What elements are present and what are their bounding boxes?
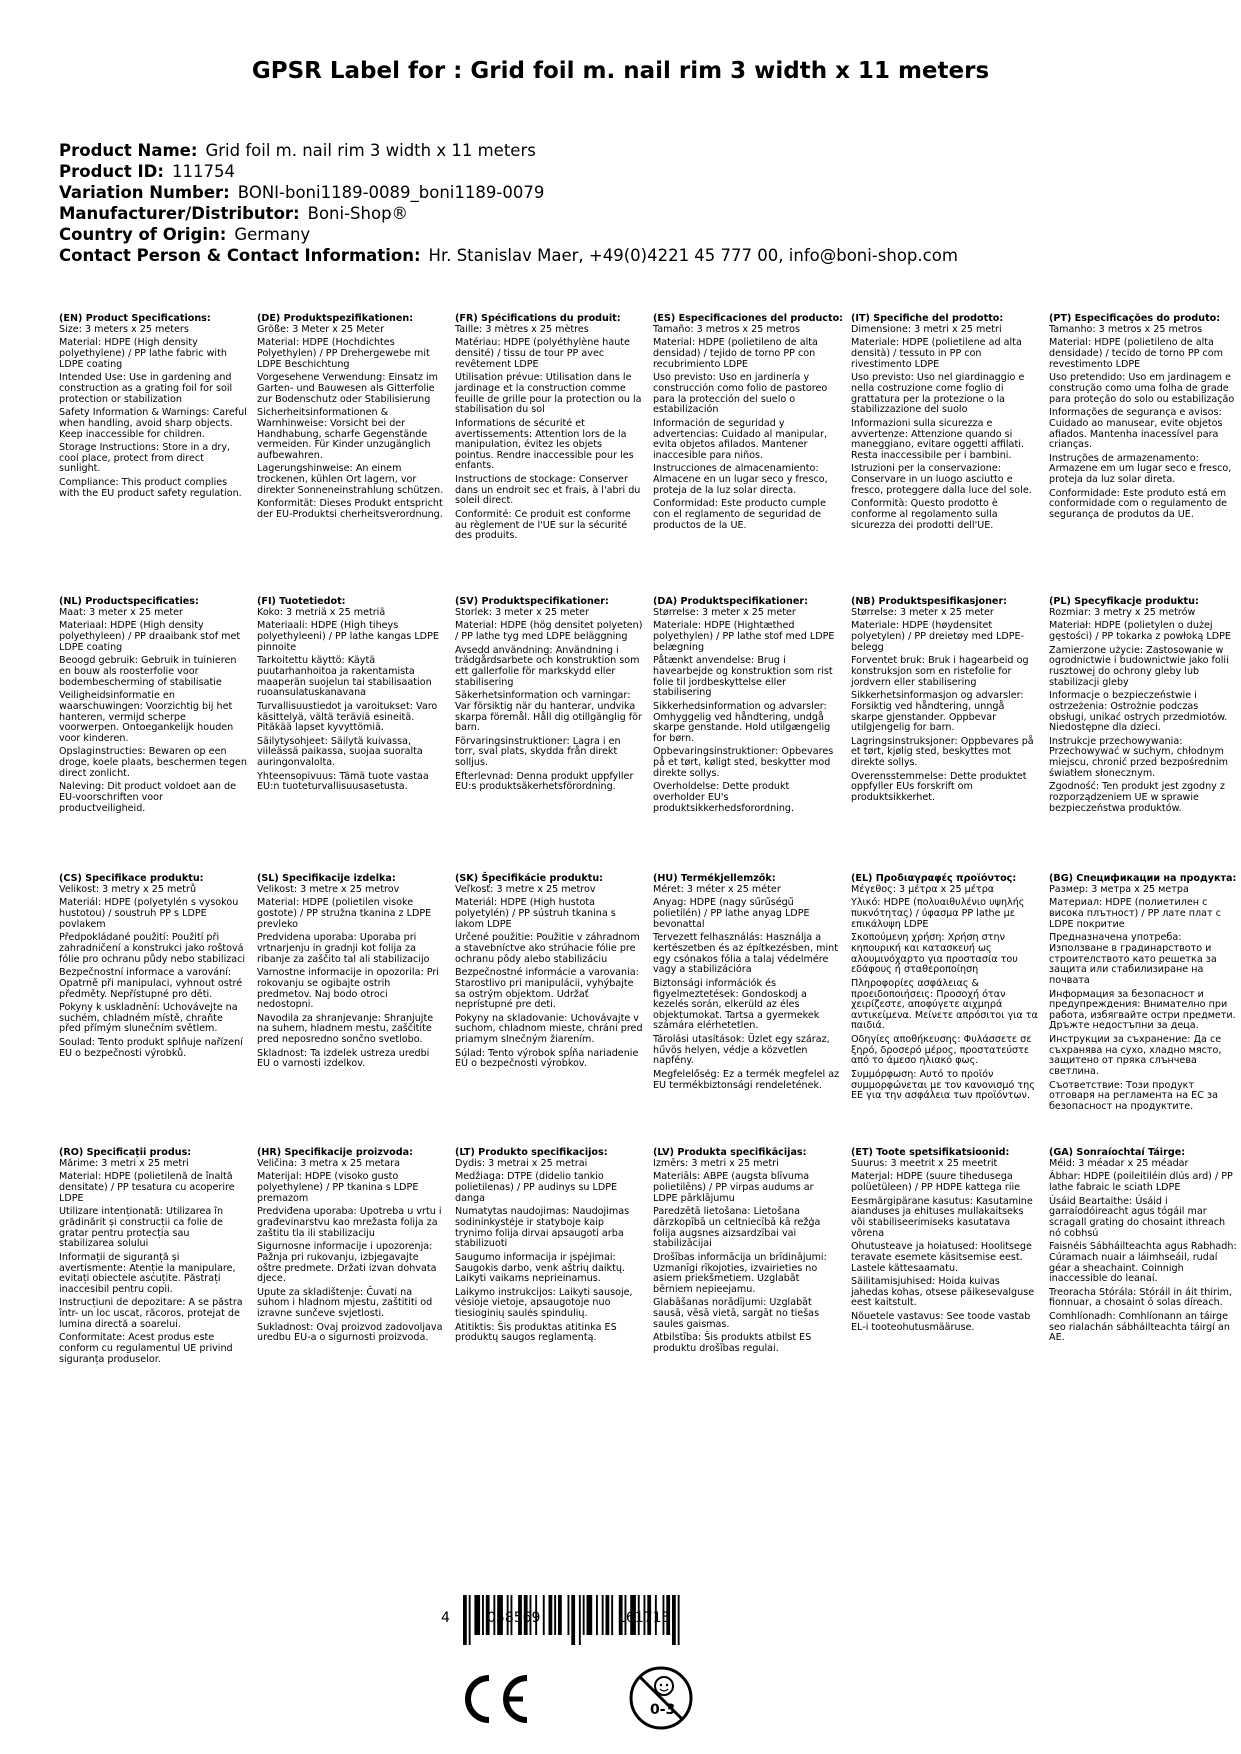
spec-heading: (FI) Tuotetiedot: [257, 596, 346, 607]
spec-paragraph: Yhteensopivuus: Tämä tuote vastaa EU:n tuoteturvallisuusasetusta. [257, 770, 429, 793]
barcode-bar [554, 1595, 556, 1635]
spec-paragraph: Matériau: HDPE (polyéthylène haute densité) / tissu de tour PP avec revêtement LDPE [455, 337, 630, 370]
spec-block [257, 1148, 445, 1347]
spec-paragraph: Πληροφορίες ασφάλειας & προειδοποιήσεις: Προσοχή όταν χειρίζεστε, αποφύγετε αιχμηρά αντικείμενα. Μείνετε απρόσιτοι για τα παιδιά. [851, 977, 1038, 1032]
spec-paragraph: Materiale: HDPE (høydensitet polyetylen) / PP dreietøy med LDPE-belegg [851, 620, 1025, 653]
spec-paragraph: Méret: 3 méter x 25 méter [653, 883, 781, 895]
spec-paragraph: Faisnéis Sábháilteachta agus Rabhadh: Cúramach nuair a láimhseáil, rudaí géar a sheachaint. Coinnigh inaccessible do leanaí. [1049, 1241, 1237, 1285]
spec-paragraph: Eesmärgipärane kasutus: Kasutamine aianduses ja ehituses mullakaitseks või stabiliseerimiseks kasutatava võrena [851, 1195, 1033, 1239]
barcode-bar [587, 1595, 593, 1635]
spec-block [257, 314, 445, 524]
spec-paragraph: Sigurnosne informacije i upozorenja: Pažnja pri rukovanju, izbjegavajte oštre predmete. Držati izvan dohvata djece. [257, 1241, 437, 1285]
spec-paragraph: Conformità: Questo prodotto è conforme al regolamento sulla sicurezza dei prodotti dell'UE. [851, 498, 998, 531]
spec-heading: (BG) Спецификации на продукта: [1049, 873, 1237, 884]
barcode-bar [611, 1595, 613, 1635]
spec-paragraph: Conformité: Ce produit est conforme au règlement de l'UE sur la sécurité des produits. [455, 509, 631, 542]
spec-paragraph: Izmērs: 3 metri x 25 metri [653, 1157, 779, 1169]
spec-paragraph: Υλικό: HDPE (πολυαιθυλένιο υψηλής πυκνότητας) / ύφασμα PP lathe με επικάλυψη LDPE [851, 897, 1025, 930]
spec-paragraph: Paredzētā lietošana: Lietošana dārzkopībā un celtniecībā kā režģa folija augsnes aizsardzībai vai stabilizācijai [653, 1206, 821, 1250]
spec-paragraph: Μέγεθος: 3 μέτρα x 25 μέτρα [851, 883, 995, 895]
spec-heading: (IT) Specifiche del prodotto: [851, 313, 1004, 324]
spec-paragraph: Opbevaringsinstruktioner: Opbevares på et tørt, køligt sted, beskytter mod direkte sollys. [653, 746, 834, 779]
spec-paragraph: Materiál: HDPE (polyetylén s vysokou hustotou) / soustruh PP s LDPE povlakem [59, 897, 239, 930]
spec-block [455, 314, 643, 545]
spec-block [59, 597, 247, 817]
spec-paragraph: Glabāšanas norādījumi: Uzglabāt sausā, vēsā vietā, sargāt no tiešas saules gaismas. [653, 1297, 820, 1330]
spec-heading: (PT) Especificações do produto: [1049, 313, 1221, 324]
spec-heading: (ES) Especificaciones del producto: [653, 313, 844, 324]
spec-paragraph: Pokyny k uskladnění: Uchovávejte na suchém, chladném místě, chraňte před přímým slunečním světlem. [59, 1002, 238, 1035]
spec-block [455, 1148, 643, 1347]
spec-paragraph: Συμμόρφωση: Αυτό το προϊόν συμμορφώνεται με τον κανονισμό της ΕΕ για την ασφάλεια των προϊόντων. [851, 1069, 1035, 1102]
spec-paragraph: Σκοπούμενη χρήση: Χρήση στην κηπουρική και κατασκευή ως αλουμινόχαρτο για προστασία του εδάφους ή σταθεροποίηση [851, 932, 1018, 976]
spec-paragraph: Atitiktis: Šis produktas atitinka ES produktų saugos reglamentą. [455, 1321, 617, 1344]
spec-paragraph: Informații de siguranță și avertismente: Atenție la manipulare, evitați obiectele ascuțite. Păstrați inaccesibil pentru copii. [59, 1251, 236, 1295]
spec-block [1049, 874, 1237, 1116]
barcode-bar [606, 1595, 610, 1635]
spec-paragraph: Material: HDPE (polietilenă de înaltă densitate) / PP tesatura cu acoperire LDPE [59, 1171, 235, 1204]
spec-paragraph: Conformitate: Acest produs este conform cu regulamentul UE privind siguranța produselor. [59, 1332, 233, 1365]
spec-paragraph: Tamanho: 3 metros x 25 metros [1049, 323, 1203, 335]
spec-block [653, 313, 844, 534]
age-warning-text: 0-3 [650, 1702, 676, 1718]
spec-block [653, 874, 841, 1094]
spec-paragraph: Comhlíonadh: Comhlíonann an táirge seo rialachán sábháilteachta táirgí an AE. [1049, 1311, 1230, 1344]
spec-block [59, 314, 247, 503]
spec-paragraph: Säilytysohjeet: Säilytä kuivassa, viileässä paikassa, suojaa suoralta auringonvalolta. [257, 735, 423, 769]
spec-paragraph: Informações de segurança e avisos: Cuidado ao manusear, evite objetos afiados. Mantenha inacessível para crianças. [1049, 407, 1223, 451]
info-row [59, 140, 958, 161]
spec-paragraph: Zamierzone użycie: Zastosowanie w ogrodnictwie i budownictwie jako folii rusztowej do ochrony gleby lub stabilizacji gleby [1049, 644, 1229, 688]
barcode-digits-left: 058569 [487, 1610, 541, 1626]
spec-block [1049, 597, 1237, 817]
spec-paragraph: Bezpečnostní informace a varování: Opatrně při manipulaci, vyhnout ostré předměty. Nepřístupné pro děti. [59, 967, 243, 1000]
spec-paragraph: Varnostne informacije in opozorila: Pri rokovanju se ogibajte ostrih predmetov. Naj bodo otroci nedostopni. [257, 967, 439, 1011]
spec-paragraph: Efterlevnad: Denna produkt uppfyller EU:s produktsäkerhetsförordning. [455, 770, 634, 793]
spec-paragraph: Material: HDPE (Hochdichtes Polyethylen) / PP Drehergewebe mit LDPE Beschichtung [257, 337, 430, 370]
spec-paragraph: Påtænkt anvendelse: Brug i havearbejde og konstruktion som rist folie til jordbeskyttelse eller stabilisering [653, 655, 833, 699]
spec-paragraph: Съответствие: Този продукт отговаря на регламента на ЕС за безопасност на продуктите. [1049, 1079, 1218, 1112]
barcode-bar [672, 1595, 676, 1645]
spec-block [257, 874, 445, 1073]
spec-paragraph: Vorgesehene Verwendung: Einsatz im Garten- und Bauwesen als Gitterfolie zur Bodenschutz oder Stabilisierung [257, 372, 439, 405]
spec-paragraph: Säkerhetsinformation och varningar: Var försiktig när du hanterar, undvika skarpa föremål. Håll dig otillgänglig för barn. [455, 690, 642, 734]
spec-paragraph: Material: HDPE (polietileno de alta densidad) / tejido de torno PP con recubrimiento LDPE [653, 337, 818, 370]
spec-paragraph: Biztonsági információk és figyelmeztetések: Gondoskodj a kezelés során, elkerüld az éles objektumokat. Tartsa a gyermekek számára elérhetetlen. [653, 977, 820, 1032]
info-value: Germany [234, 225, 311, 244]
spec-paragraph: Predvidena uporaba: Uporaba pri vrtnarjenju in gradnji kot folija za ribanje za zaščito tal ali stabilizacijo [257, 932, 430, 965]
spec-block [59, 874, 247, 1063]
spec-paragraph: Zgodność: Ten produkt jest zgodny z rozporządzeniem UE w sprawie bezpieczeństwa produktów. [1049, 781, 1225, 814]
spec-paragraph: Forventet bruk: Bruk i hagearbeid og konstruksjon som en ristefolie for jordvern eller stabilisering [851, 655, 1029, 688]
spec-paragraph: Koko: 3 metriä x 25 metriä [257, 606, 386, 618]
spec-heading: (CS) Specifikace produktu: [59, 873, 204, 884]
spec-paragraph: Størrelse: 3 meter x 25 meter [851, 606, 994, 618]
spec-paragraph: Pokyny na skladovanie: Uchovávajte v suchom, chladnom mieste, chráni pred priamym slnečným žiarením. [455, 1012, 643, 1046]
spec-paragraph: Предназначена употреба: Използване в градинарството и строителството като решетка за защита или стабилизиране на почвата [1049, 932, 1217, 986]
info-key: Manufacturer/Distributor: [59, 204, 300, 223]
spec-heading: (NL) Productspecificaties: [59, 596, 199, 607]
spec-block [851, 597, 1039, 807]
spec-heading: (ET) Toote spetsifikatsioonid: [851, 1147, 1010, 1158]
spec-paragraph: Medžiaga: DTPE (didelio tankio polietilenas) / PP audinys su LDPE danga [455, 1171, 618, 1204]
spec-heading: (LV) Produkta specifikācijas: [653, 1147, 807, 1158]
spec-block [851, 314, 1039, 534]
spec-paragraph: Instructions de stockage: Conserver dans un endroit sec et frais, à l'abri du soleil direct. [455, 474, 641, 507]
barcode-bar [463, 1595, 467, 1645]
spec-heading: (SK) Špecifikácie produktu: [455, 873, 604, 884]
spec-paragraph: Dimensione: 3 metri x 25 metri [851, 323, 1002, 335]
spec-paragraph: Ohutusteave ja hoiatused: Hoolitsege teravate esemete käsitsemise eest. Lastele kättesaamatu. [851, 1241, 1032, 1274]
spec-block [59, 1148, 247, 1368]
spec-paragraph: Suurus: 3 meetrit x 25 meetrit [851, 1157, 998, 1169]
info-value: Boni-Shop® [307, 204, 409, 223]
spec-heading: (DA) Produktspecifikationer: [653, 596, 808, 607]
spec-paragraph: Laikymo instrukcijos: Laikyti sausoje, vėsioje vietoje, apsaugotoje nuo tiesioginių saulės spindulių. [455, 1286, 633, 1320]
spec-paragraph: Veľkosť: 3 metre x 25 metrov [455, 883, 596, 895]
info-row [59, 245, 958, 266]
spec-paragraph: Méid: 3 méadar x 25 méadar [1049, 1157, 1189, 1169]
spec-block [653, 597, 841, 817]
spec-paragraph: Treoracha Stórála: Stóráil in áit thirim, fionnuar, a chosaint ó solas díreach. [1049, 1286, 1233, 1309]
spec-paragraph: Intended Use: Use in gardening and construction as a grating foil for soil protection or stabilization [59, 372, 233, 405]
spec-block [455, 597, 643, 796]
spec-paragraph: Lagringsinstruksjoner: Oppbevares på et tørt, kjølig sted, beskyttes mot direkte sollys. [851, 735, 1034, 769]
spec-paragraph: Bezpečnostné informácie a varovania: Starostlivo pri manipulácii, vyhýbajte sa ostrým objektom. Udržať neprístupné pre deti. [455, 967, 639, 1011]
spec-paragraph: Size: 3 meters x 25 meters [59, 323, 189, 335]
spec-paragraph: Istruzioni per la conservazione: Conservare in un luogo asciutto e fresco, proteggere dalla luce del sole. [851, 463, 1032, 496]
spec-paragraph: Información de seguridad y advertencias: Cuidado al manipular, evita objetos afilados. Mantener inaccesible para niños. [653, 417, 828, 461]
spec-paragraph: Materiale: HDPE (Hightæthed polyethylen) / PP lathe stof med LDPE belægning [653, 620, 835, 653]
info-value: Grid foil m. nail rim 3 width x 11 meters [205, 141, 536, 160]
spec-paragraph: Förvaringsinstruktioner: Lagra i en torr, sval plats, skydda från direkt solljus. [455, 735, 621, 769]
spec-paragraph: Naleving: Dit product voldoet aan de EU-voorschriften voor productveiligheid. [59, 781, 236, 814]
spec-paragraph: Navodila za shranjevanje: Shranjujte na suhem, hladnem mestu, zaščitite pred neposredno sončno svetlobo. [257, 1012, 434, 1046]
spec-paragraph: Anyag: HDPE (nagy sűrűségű polietilén) / PP lathe anyag LDPE bevonattal [653, 897, 810, 930]
info-row [59, 224, 958, 245]
spec-paragraph: Upute za skladištenje: Čuvati na suhom i hladnom mjestu, zaštititi od izravne sunčeve svjetlosti. [257, 1286, 433, 1320]
spec-paragraph: Storage Instructions: Store in a dry, cool place, protect from direct sunlight. [59, 442, 231, 475]
spec-paragraph: Materiał: HDPE (polietylen o dużej gęstości) / PP tokarka z powłoką LDPE [1049, 620, 1231, 642]
spec-heading: (SL) Specifikacije izdelka: [257, 873, 396, 884]
spec-paragraph: Veiligheidsinformatie en waarschuwingen: Voorzichtig bij het hanteren, vermijd scherpe voorwerpen. Ontoegankelijk houden voor kinderen. [59, 690, 234, 744]
spec-paragraph: Informacje o bezpieczeństwie i ostrzeżenia: Ostrożnie podczas obsługi, unikać ostrych przedmiotów. Niedostępne dla dzieci. [1049, 690, 1228, 734]
spec-block [455, 874, 643, 1073]
info-value: Hr. Stanislav Maer, +49(0)4221 45 777 00, info@boni-shop.com [428, 246, 958, 265]
spec-paragraph: Soulad: Tento produkt splňuje nařízení EU o bezpečnosti výrobků. [59, 1037, 243, 1059]
spec-paragraph: Materiaal: HDPE (High density polyethyleen) / PP draaibank stof met LDPE coating [59, 620, 241, 653]
spec-paragraph: Utilisation prévue: Utilisation dans le jardinage et la construction comme feuille de grille pour la protection ou la stabilisation du sol [455, 372, 642, 416]
spec-paragraph: Materijal: HDPE (visoko gusto polyethylene) / PP tkanina s LDPE premazom [257, 1171, 419, 1204]
spec-paragraph: Instrukcje przechowywania: Przechowywać w suchym, chłodnym miejscu, chronić przed bezpośrednim światłem słonecznym. [1049, 735, 1228, 779]
info-row [59, 203, 958, 224]
info-key: Product Name: [59, 141, 198, 160]
barcode-bar [678, 1595, 680, 1645]
spec-paragraph: Material: HDPE (High density polyethylene) / PP lathe fabric with LDPE coating [59, 337, 227, 370]
spec-paragraph: Tárolási utasítások: Üzlet egy száraz, hűvös helyen, védje a közvetlen napfény. [653, 1034, 830, 1067]
spec-paragraph: Předpokládané použití: Použití při zahradničení a konstrukci jako roštová fólie pro ochranu půdy nebo stabilizaci [59, 932, 246, 965]
spec-paragraph: Материал: HDPE (полиетилен с висока плътност) / PP лате плат с LDPE покритие [1049, 897, 1221, 930]
barcode-bar [583, 1595, 585, 1635]
barcode-bar [568, 1595, 570, 1635]
barcode-bar [602, 1595, 604, 1635]
info-value: BONI-boni1189-0089_boni1189-0079 [237, 183, 545, 202]
spec-heading: (FR) Spécifications du produit: [455, 313, 621, 324]
spec-paragraph: Avsedd användning: Användning i trädgårdsarbete och konstruktion som ett gallerfolie för markskydd eller stabilisering [455, 644, 640, 688]
spec-paragraph: Conformidade: Este produto está em conformidade com o regulamento de segurança de produtos da UE. [1049, 487, 1228, 521]
info-value: 111754 [171, 162, 235, 181]
spec-heading: (PL) Specyfikacje produktu: [1049, 596, 1199, 607]
info-key: Contact Person & Contact Information: [59, 246, 421, 265]
product-info [59, 140, 958, 266]
ce-mark-icon [457, 1672, 531, 1726]
info-key: Variation Number: [59, 183, 230, 202]
spec-heading: (DE) Produktspezifikationen: [257, 313, 414, 324]
spec-block [851, 874, 1039, 1105]
barcode-bar [579, 1595, 581, 1645]
spec-block [851, 1148, 1039, 1337]
spec-heading: (LT) Produkto specifikacijos: [455, 1147, 608, 1158]
spec-paragraph: Úsáid Beartaithe: Úsáid i garraíodóireacht agus tógáil mar scragall grating do chosaint ithreach nó cobhsú [1049, 1195, 1226, 1239]
barcode-bar [558, 1595, 562, 1635]
spec-paragraph: Material: HDPE (hög densitet polyeten) / PP lathe tyg med LDPE beläggning [455, 620, 643, 642]
spec-heading: (GA) Sonraíochtaí Táirge: [1049, 1147, 1186, 1158]
spec-paragraph: Informations de sécurité et avertissements: Attention lors de la manipulation, évitez les objets pointus. Rendre inaccessible pour les enfants. [455, 417, 634, 472]
barcode-bar [482, 1595, 484, 1635]
spec-paragraph: Velikost: 3 metry x 25 metrů [59, 883, 197, 895]
spec-paragraph: Súlad: Tento výrobok spĺňa nariadenie EÚ o bezpečnosti výrobkov. [455, 1047, 639, 1070]
spec-block [1049, 314, 1237, 524]
info-key: Product ID: [59, 162, 164, 181]
info-row [59, 161, 958, 182]
spec-paragraph: Οδηγίες αποθήκευσης: Φυλάσσετε σε ξηρό, δροσερό μέρος, προστατεύστε από το άμεσο ηλιακό φως. [851, 1034, 1032, 1067]
spec-paragraph: Conformidad: Este producto cumple con el reglamento de seguridad de productos de la UE. [653, 498, 826, 531]
spec-paragraph: Určené použitie: Použitie v záhradnom a stavebníctve ako strúhacie fólie pre ochranu pôdy alebo stabilizáciu [455, 932, 640, 965]
barcode-bar [596, 1595, 598, 1635]
spec-paragraph: Taille: 3 mètres x 25 mètres [455, 323, 589, 335]
spec-paragraph: Materiaali: HDPE (High tiheys polyethyleeni) / PP lathe kangas LDPE pinnoite [257, 620, 439, 653]
spec-paragraph: Material: HDPE (polietilen visoke gostote) / PP stružna tkanina z LDPE prevleko [257, 897, 432, 930]
spec-heading: (HR) Specifikacije proizvoda: [257, 1147, 413, 1158]
spec-paragraph: Uso previsto: Uso en jardinería y construcción como folio de pastoreo para la protección del suelo o estabilización [653, 372, 828, 416]
barcode-bar [549, 1595, 553, 1635]
spec-heading: (SV) Produktspecifikationer: [455, 596, 609, 607]
spec-paragraph: Megfelelőség: Ez a termék megfelel az EU termékbiztonsági rendeletének. [653, 1069, 840, 1091]
spec-paragraph: Skladnost: Ta izdelek ustreza uredbi EU o varnosti izdelkov. [257, 1047, 430, 1070]
spec-paragraph: Materjal: HDPE (suure tihedusega polüetüleen) / PP HDPE kattega riie [851, 1171, 1021, 1193]
spec-paragraph: Utilizare intenționată: Utilizarea în grădinărit și construcții ca folie de gratar pentru protecția sau stabilizarea solului [59, 1206, 224, 1250]
spec-block [1049, 1148, 1237, 1347]
spec-paragraph: Säilitamisjuhised: Hoida kuivas jahedas kohas, otsese päikesevalguse eest kaitstult. [851, 1276, 1035, 1309]
spec-paragraph: Informazioni sulla sicurezza e avvertenze: Attenzione quando si maneggiano, evitare oggetti affilati. Resta inaccessibile per i bambini. [851, 417, 1024, 461]
barcode-digit-first: 4 [441, 1610, 450, 1626]
spec-paragraph: Dydis: 3 metrai x 25 metrai [455, 1157, 588, 1169]
age-warning-icon [628, 1664, 694, 1732]
spec-paragraph: Lagerungshinweise: An einem trockenen, kühlen Ort lagern, vor direkter Sonneneinstrahlung schützen. [257, 463, 444, 496]
spec-paragraph: Beoogd gebruik: Gebruik in tuinieren en bouw als roosterfolie voor bodembescherming of stabilisatie [59, 655, 237, 688]
spec-paragraph: Opslaginstructies: Bewaren op een droge, koele plaats, beschermen tegen direct zonlicht. [59, 746, 247, 779]
spec-paragraph: Размер: 3 метра x 25 метра [1049, 883, 1189, 895]
barcode-bar [571, 1595, 575, 1645]
spec-paragraph: Materiale: HDPE (polietilene ad alta densità) / tessuto in PP con rivestimento LDPE [851, 337, 1022, 370]
spec-heading: (HU) Termékjellemzők: [653, 873, 776, 884]
spec-paragraph: Tamaño: 3 metros x 25 metros [653, 323, 801, 335]
info-row [59, 182, 958, 203]
spec-paragraph: Instrucciones de almacenamiento: Almacene en un lugar seco y fresco, proteja de la luz solar directa. [653, 463, 828, 496]
spec-paragraph: Numatytas naudojimas: Naudojimas sodininkystėje ir statyboje kaip trynimo folija dirvai apsaugoti arba stabilizuoti [455, 1206, 630, 1250]
spec-heading: (RO) Specificații produs: [59, 1147, 192, 1158]
spec-paragraph: Tervezett felhasználás: Használja a kertészetben és az építkezésben, mint egy csónakos fólia a talaj védelmére vagy a stabilizációra [653, 932, 838, 976]
barcode-bar [469, 1595, 471, 1645]
spec-paragraph: Overensstemmelse: Dette produktet oppfyller EUs forskrift om produktsikkerhet. [851, 770, 1027, 804]
spec-paragraph: Saugumo informacija ir įspėjimai: Saugokis darbo, venk aštrių daiktų. Laikyti vaikams neprieinamus. [455, 1251, 625, 1285]
spec-paragraph: Overholdelse: Dette produkt overholder EU's produktsikkerhedsforordning. [653, 781, 795, 814]
spec-paragraph: Ábhar: HDPE (poileitiléin dlús ard) / PP lathe fabraic le sciath LDPE [1049, 1171, 1233, 1193]
spec-paragraph: Konformität: Dieses Produkt entspricht der EU-Produktsi cherheitsverordnung. [257, 498, 443, 521]
spec-paragraph: Инструкции за съхранение: Да се съхранява на сухо, хладно място, защитено от пряка слънчева светлина. [1049, 1034, 1222, 1077]
spec-paragraph: Tarkoitettu käyttö: Käytä puutarhanhoitoa ja rakentamista maaperän suojelun tai stabilisaation ruoansulatuskanavana [257, 655, 432, 699]
spec-heading: (EL) Προδιαγραφές προϊόντος: [851, 873, 1017, 884]
spec-block [257, 597, 445, 796]
spec-paragraph: Predviđena uporaba: Upotreba u vrtu i građevinarstvu kao mrežasta folija za zaštitu tla ili stabilizaciju [257, 1206, 442, 1239]
spec-heading: (NB) Produktspesifikasjoner: [851, 596, 1008, 607]
spec-paragraph: Veličina: 3 metra x 25 metara [257, 1157, 400, 1169]
spec-paragraph: Compliance: This product complies with the EU product safety regulation. [59, 477, 242, 499]
spec-paragraph: Instrucțiuni de depozitare: A se păstra într- un loc uscat, răcoros, protejat de lumina directă a soarelui. [59, 1297, 243, 1330]
spec-paragraph: Storlek: 3 meter x 25 meter [455, 606, 589, 618]
spec-paragraph: Material: HDPE (polietileno de alta densidade) / tecido de torno PP com revestimento LDPE [1049, 337, 1223, 370]
spec-paragraph: Materiāls: ABPE (augsta blīvuma polietilēns) / PP virpas audums ar LDPE pārklājumu [653, 1171, 814, 1204]
barcode-bar [543, 1595, 545, 1635]
spec-paragraph: Uso pretendido: Uso em jardinagem e construção como uma folha de grade para proteção do solo ou estabilização [1049, 372, 1235, 405]
spec-paragraph: Sikkerhetsinformasjon og advarsler: Forsiktig ved håndtering, unngå skarpe gjenstander. Oppbevar utilgjengelig for barn. [851, 690, 1024, 734]
spec-paragraph: Atbilstība: Šis produkts atbilst ES produktu drošības regulai. [653, 1332, 812, 1355]
spec-paragraph: Drošības informācija un brīdinājumi: Uzmanīgi rīkojoties, izvairieties no asiem priekšmetiem. Uzglabāt bērniem nepieejamu. [653, 1251, 827, 1295]
barcode-bar [474, 1595, 480, 1635]
spec-paragraph: Materiál: HDPE (High hustota polyetylén) / PP sústruh tkanina s lakom LDPE [455, 897, 616, 930]
spec-paragraph: Maat: 3 meter x 25 meter [59, 606, 183, 618]
spec-paragraph: Sikkerhedsinformation og advarsler: Omhyggelig ved håndtering, undgå skarpe genstande. Hold utilgængelig for børn. [653, 700, 831, 744]
spec-paragraph: Størrelse: 3 meter x 25 meter [653, 606, 796, 618]
page-title: GPSR Label for : Grid foil m. nail rim 3 width x 11 meters [251, 58, 990, 84]
spec-paragraph: Sicherheitsinformationen & Warnhinweise: Vorsicht bei der Handhabung, scharfe Gegenstände vermeiden. Für Kinder unzugänglich aufbewahren. [257, 407, 431, 461]
spec-paragraph: Sukladnost: Ovaj proizvod zadovoljava uredbu EU-a o sigurnosti proizvoda. [257, 1321, 443, 1344]
spec-paragraph: Nõuetele vastavus: See toode vastab EL-i tooteohutusmääruse. [851, 1311, 1031, 1333]
spec-block [653, 1148, 841, 1358]
spec-paragraph: Информация за безопасност и предупреждения: Внимателно при работа, избягвайте остри предмети. Дръжте недостъпни за деца. [1049, 988, 1236, 1032]
spec-paragraph: Mărime: 3 metri x 25 metri [59, 1157, 189, 1169]
spec-paragraph: Größe: 3 Meter x 25 Meter [257, 323, 385, 335]
spec-paragraph: Velikost: 3 metre x 25 metrov [257, 883, 400, 895]
spec-paragraph: Safety Information & Warnings: Careful when handling, avoid sharp objects. Keep inaccessible for children. [59, 407, 247, 440]
info-key: Country of Origin: [59, 225, 227, 244]
spec-paragraph: Instruções de armazenamento: Armazene em um lugar seco e fresco, proteja da luz solar direta. [1049, 452, 1232, 486]
spec-paragraph: Rozmiar: 3 metry x 25 metrów [1049, 606, 1196, 618]
spec-paragraph: Turvallisuustiedot ja varoitukset: Varo käsittelyä, vältä teräviä esineitä. Pitäkää lapset kyvyttömiä. [257, 700, 438, 734]
spec-paragraph: Uso previsto: Uso nel giardinaggio e nella costruzione come foglio di grattatura per la protezione o la stabilizzazione del suolo [851, 372, 1025, 416]
spec-heading: (EN) Product Specifications: [59, 313, 211, 324]
barcode-digits-right: 161713 [617, 1610, 671, 1626]
